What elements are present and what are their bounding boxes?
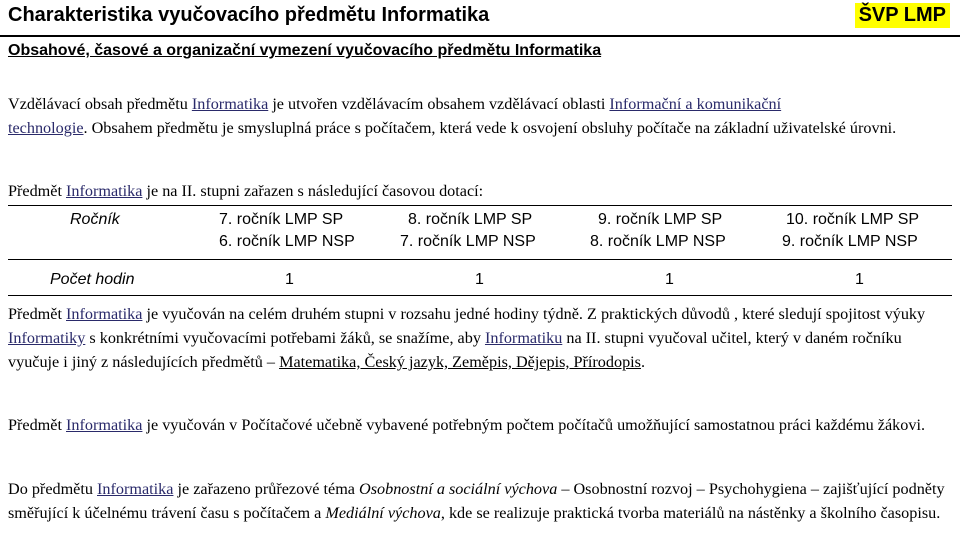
informatika-link[interactable]: Informatika xyxy=(66,182,143,200)
hours-col-4: 1 xyxy=(855,271,864,288)
text-run: Předmět xyxy=(8,182,66,200)
paragraph-cross-curricular xyxy=(8,477,952,525)
text-run: – Osobnostní rozvoj – Psychohygiena – zajišťující podněty směřující k účelnému trávení času s počítačem a xyxy=(8,480,945,522)
text-run: Předmět xyxy=(8,305,66,323)
informatika-link[interactable]: Informatika xyxy=(66,416,143,434)
text-run: je vyučován v Počítačové učebně vybavené potřebným počtem počítačů umožňující samostatnou práci každému žákovi. xyxy=(142,416,926,434)
informatika-link[interactable]: Informatika xyxy=(97,480,174,498)
text-run: je zařazeno průřezové téma xyxy=(173,480,360,498)
title-divider xyxy=(0,35,960,37)
svp-lmp-badge: ŠVP LMP xyxy=(855,3,950,28)
informatiku-link[interactable]: Informatiku xyxy=(484,329,563,347)
paragraph-time-allocation xyxy=(8,179,952,203)
text-run: s konkrétními vyučovacími potřebami žáků, se snažíme, aby xyxy=(85,329,485,347)
paragraph-content xyxy=(8,92,952,140)
grade-col-2-line-1: 8. ročník LMP SP xyxy=(408,211,533,228)
text-run: Do předmětu xyxy=(8,480,98,498)
theme-media-education: Mediální výchova xyxy=(325,504,441,522)
text-run: Vzdělávací obsah předmětu xyxy=(8,95,192,113)
grade-col-1-line-2: 6. ročník LMP NSP xyxy=(219,233,355,250)
text-run: je utvořen vzdělávacím obsahem vzdělávací oblasti xyxy=(268,95,610,113)
informatika-link[interactable]: Informatika xyxy=(191,95,269,113)
grade-row-label: Ročník xyxy=(70,211,120,228)
text-run: . xyxy=(640,353,646,371)
text-run: na II. stupni vyučoval učitel, který v daném ročníku vyučuje i jiný z následujících předmětů – xyxy=(8,329,902,371)
technology-link[interactable]: technologie xyxy=(8,119,84,137)
hours-col-2: 1 xyxy=(475,271,484,288)
table-bottom-line xyxy=(8,295,952,296)
grade-col-2-line-2: 7. ročník LMP NSP xyxy=(400,233,536,250)
grade-col-3-line-1: 9. ročník LMP SP xyxy=(598,211,723,228)
grade-col-3-line-2: 8. ročník LMP NSP xyxy=(590,233,726,250)
section-subtitle: Obsahové, časové a organizační vymezení vyučovacího předmětu Informatika xyxy=(8,42,602,59)
text-run: je vyučován na celém druhém stupni v rozsahu jedné hodiny týdně. Z praktických důvodů , které sledují spojitost výuky xyxy=(142,305,926,323)
grade-col-4-line-2: 9. ročník LMP NSP xyxy=(782,233,918,250)
subjects-list: Matematika, Český jazyk, Zeměpis, Dějepis, Přírodopis xyxy=(279,353,641,371)
grade-col-4-line-1: 10. ročník LMP SP xyxy=(786,211,920,228)
informatika-link[interactable]: Informatika xyxy=(66,305,143,323)
theme-personal-social: Osobnostní a sociální výchova xyxy=(359,480,558,498)
paragraph-teaching-scope xyxy=(8,302,952,374)
table-top-line xyxy=(8,205,952,206)
hours-table xyxy=(8,205,952,297)
hours-row-label: Počet hodin xyxy=(50,271,135,288)
hours-col-1: 1 xyxy=(285,271,294,288)
informatiky-link[interactable]: Informatiky xyxy=(8,329,86,347)
page-header xyxy=(0,0,960,40)
text-run: . Obsahem předmětu je smysluplná práce s počítačem, která vede k osvojení obsluhy počítače na základní uživatelské úrovni. xyxy=(83,119,897,137)
text-run: Předmět xyxy=(8,416,66,434)
grade-col-1-line-1: 7. ročník LMP SP xyxy=(219,211,344,228)
text-run: je na II. stupni zařazen s následující časovou dotací: xyxy=(142,182,484,200)
hours-col-3: 1 xyxy=(665,271,674,288)
ict-area-link[interactable]: Informační a komunikační xyxy=(609,95,782,113)
table-middle-line xyxy=(8,259,952,260)
page-title: Charakteristika vyučovacího předmětu Informatika xyxy=(8,4,490,26)
paragraph-classroom xyxy=(8,413,952,437)
text-run: , kde se realizuje praktická tvorba materiálů na nástěnky a školního časopisu. xyxy=(440,504,941,522)
